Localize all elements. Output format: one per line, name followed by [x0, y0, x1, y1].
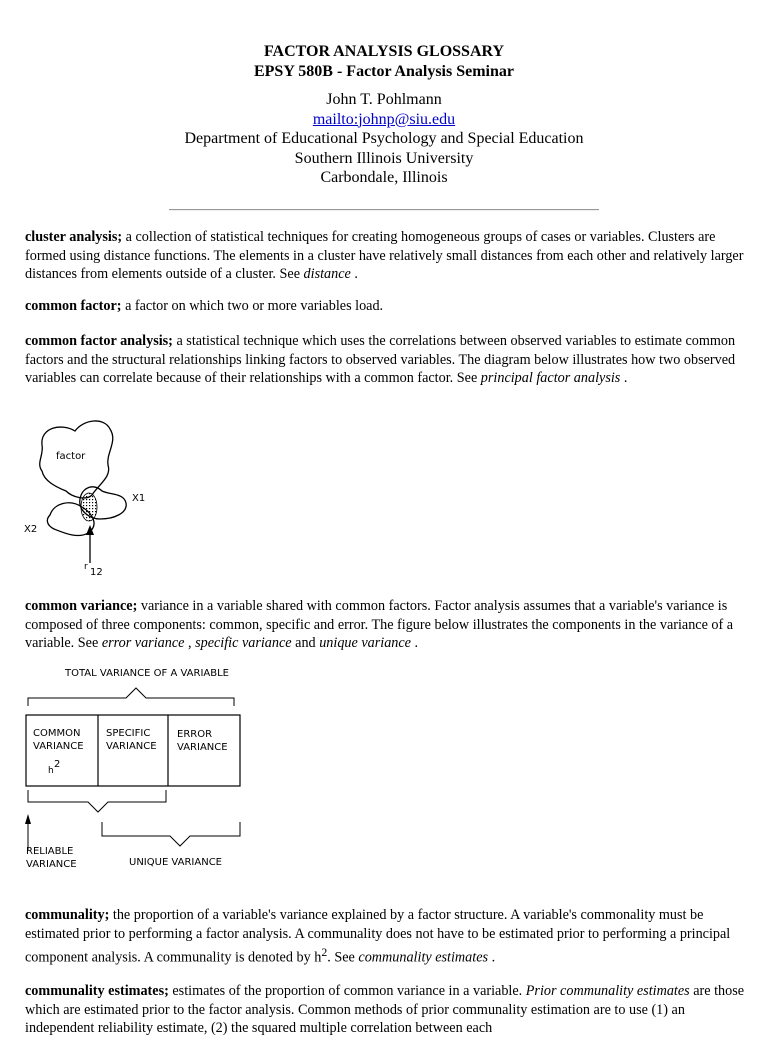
entry-text: a statistical technique which uses the correlations between observed variables to estimate common factors and the structural relationships linking factors to observed variables. The diagram below illustrates how two observed variables can correlate because of their relationships with a common factor. See [25, 333, 736, 386]
h-superscript: 2 [54, 759, 61, 770]
see-reference: error variance [101, 635, 185, 651]
common-label-2: VARIANCE [33, 741, 84, 752]
x2-label: X2 [24, 524, 38, 535]
factor-label: factor [56, 451, 86, 462]
common-factor-diagram [20, 415, 190, 590]
author-block [0, 90, 768, 188]
separator: and [291, 635, 320, 651]
reliable-brace [28, 790, 166, 812]
email-link[interactable]: mailto:johnp@siu.edu [312, 110, 456, 128]
inline-term: Prior communality estimates [525, 983, 690, 999]
see-reference: distance [303, 266, 351, 282]
entry-common-factor [25, 297, 745, 316]
unique-label: UNIQUE VARIANCE [129, 857, 222, 868]
entry-text: a collection of statistical techniques for creating homogeneous groups of cases or variables. Clusters are formed using distance functions. The elements in a cluster have relatively small distances from each other and relatively larger distances from elements outside of a cluster. See [25, 229, 744, 282]
specific-label-2: VARIANCE [106, 741, 157, 752]
entry-text: variance in a variable shared with common factors. Factor analysis assumes that a variable's variance is composed of three components: common, specific and error. The figure below illustrates the components in the variance of a variable. See [25, 598, 734, 651]
h-label: h [48, 766, 54, 776]
error-label-2: VARIANCE [177, 742, 228, 753]
entry-text-2: . See [327, 949, 359, 966]
see-reference: communality estimates [358, 949, 489, 966]
entry-term: common variance; [25, 598, 138, 614]
entry-end: . [410, 635, 419, 651]
entry-text: the proportion of a variable's variance explained by a factor structure. A variable's commonality must be estimated prior to performing a factor analysis. A communality does not have to be estimated prior to performing a principal component analysis. A communality is denoted by h [25, 907, 731, 966]
entry-term: cluster analysis; [25, 229, 123, 245]
entry-end: . [620, 370, 628, 386]
doc-subtitle: EPSY 580B - Factor Analysis Seminar [253, 63, 514, 80]
shared-overlap [81, 493, 97, 521]
horizontal-rule [169, 209, 599, 211]
unique-brace [102, 822, 240, 846]
entry-communality-estimates [25, 982, 745, 1038]
doc-title: FACTOR ANALYSIS GLOSSARY [263, 43, 505, 60]
reliable-arrowhead [25, 814, 31, 824]
entry-common-factor-analysis [25, 332, 745, 388]
specific-label-1: SPECIFIC [106, 728, 151, 739]
entry-cluster-analysis [25, 228, 745, 284]
total-brace [28, 688, 234, 706]
total-variance-label: TOTAL VARIANCE OF A VARIABLE [65, 668, 229, 679]
author-name: John T. Pohlmann [326, 91, 442, 108]
university: Southern Illinois University [294, 149, 474, 167]
x1-label: X1 [132, 493, 146, 504]
entry-common-variance [25, 597, 745, 653]
variance-components-svg [20, 660, 260, 875]
department: Department of Educational Psychology and Special Education [184, 130, 584, 147]
entry-text: a factor on which two or more variables load. [121, 298, 384, 314]
entry-term: common factor; [25, 298, 122, 314]
common-label-1: COMMON [33, 728, 81, 739]
superscript: 2 [321, 945, 328, 959]
r-subscript: 12 [90, 567, 103, 578]
entry-text: estimates of the proportion of common variance in a variable. [168, 983, 526, 999]
entry-communality [25, 906, 745, 967]
see-reference: specific variance [195, 635, 292, 651]
common-factor-diagram-svg [20, 415, 190, 585]
variance-components-diagram [20, 660, 260, 880]
separator: , [184, 635, 196, 651]
entry-term: common factor analysis; [25, 333, 173, 349]
reliable-label-2: VARIANCE [26, 859, 77, 870]
entry-end: . [350, 266, 358, 282]
document-header [0, 42, 768, 188]
see-reference: principal factor analysis [480, 370, 621, 386]
location: Carbondale, Illinois [320, 169, 448, 186]
entry-term: communality; [25, 907, 110, 923]
entry-term: communality estimates; [25, 983, 169, 999]
error-label-1: ERROR [177, 729, 213, 740]
see-reference: unique variance [319, 635, 411, 651]
entry-end: . [488, 949, 496, 966]
reliable-label-1: RELIABLE [26, 846, 74, 857]
r-label: r [84, 562, 88, 572]
entry-text-2: are those which are estimated prior to the factor analysis. Common methods of prior communality estimation are to use (1) an independent reliability estimate, (2) the squared multiple correlation between each [25, 983, 745, 1036]
arrowhead [86, 525, 94, 535]
